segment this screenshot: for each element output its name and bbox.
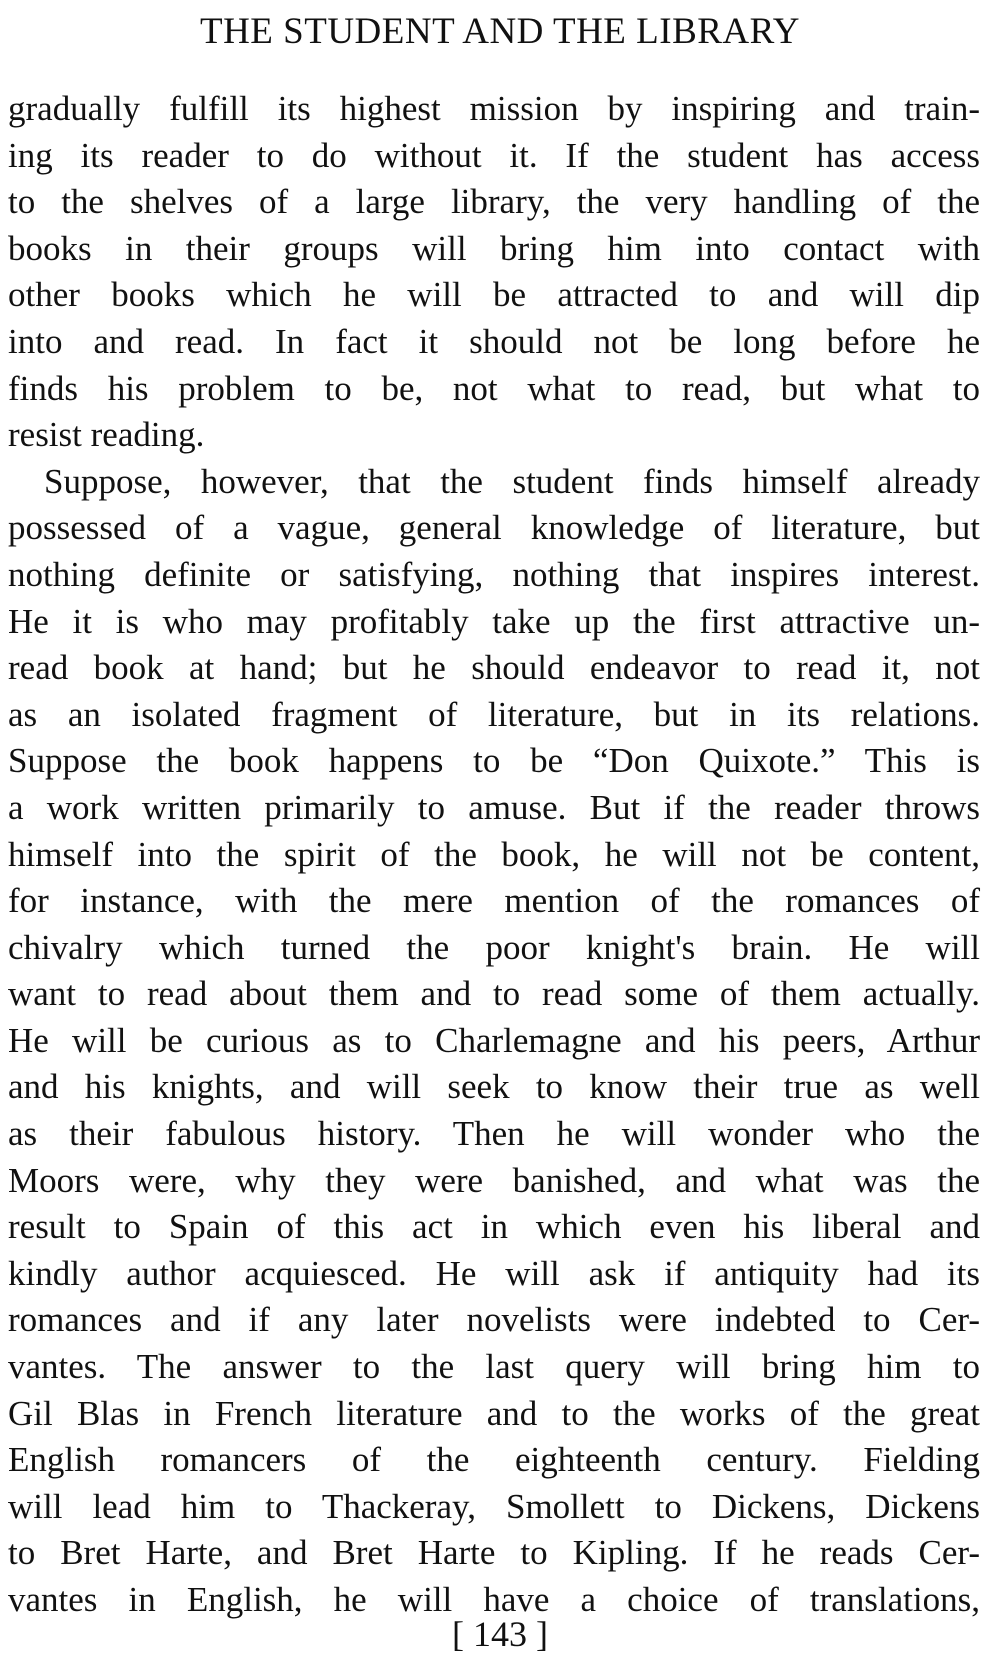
text-line: Gil Blas in French literature and to the works of the great bbox=[8, 1393, 980, 1433]
text-line: He it is who may profitably take up the first attractive un- bbox=[8, 601, 980, 641]
text-line: read book at hand; but he should endeavor to read it, not bbox=[8, 648, 980, 688]
text-line: resist reading. bbox=[8, 415, 205, 455]
text-line: into and read. In fact it should not be long before he bbox=[8, 321, 980, 361]
text-line: and his knights, and will seek to know their true as well bbox=[8, 1067, 980, 1107]
text-line: a work written primarily to amuse. But if the reader throws bbox=[8, 787, 980, 827]
text-line: gradually fulfill its highest mission by inspiring and train- bbox=[8, 89, 980, 128]
text-line: to the shelves of a large library, the very handling of the bbox=[8, 182, 980, 222]
text-line: himself into the spirit of the book, he will not be content, bbox=[8, 834, 980, 874]
text-line: finds his problem to be, not what to read, but what to bbox=[8, 368, 980, 408]
text-line: English romancers of the eighteenth century. Fielding bbox=[8, 1440, 980, 1480]
page-number: [ 143 ] bbox=[452, 1614, 548, 1654]
text-line: as an isolated fragment of literature, but in its relations. bbox=[8, 694, 980, 734]
text-line: for instance, with the mere mention of the romances of bbox=[8, 881, 980, 921]
running-head: THE STUDENT AND THE LIBRARY bbox=[199, 11, 801, 52]
text-line: Moors were, why they were banished, and what was the bbox=[8, 1160, 980, 1200]
text-line: to Bret Harte, and Bret Harte to Kipling. If he reads Cer- bbox=[8, 1533, 980, 1573]
text-line: possessed of a vague, general knowledge of literature, but bbox=[8, 508, 980, 548]
text-line: will lead him to Thackeray, Smollett to Dickens, Dickens bbox=[8, 1486, 980, 1526]
text-line: Suppose the book happens to be “Don Quixote.” This is bbox=[8, 741, 980, 781]
text-line: kindly author acquiesced. He will ask if antiquity had its bbox=[8, 1253, 980, 1293]
text-line: other books which he will be attracted to and will dip bbox=[8, 275, 980, 315]
text-line: romances and if any later novelists were indebted to Cer- bbox=[8, 1300, 980, 1340]
text-line: books in their groups will bring him into contact with bbox=[8, 228, 980, 268]
text-line: as their fabulous history. Then he will wonder who the bbox=[8, 1114, 980, 1154]
text-line: result to Spain of this act in which even his liberal and bbox=[8, 1207, 980, 1247]
text-line: Suppose, however, that the student finds himself already bbox=[44, 461, 980, 501]
body-text bbox=[8, 86, 980, 1624]
text-line: ing its reader to do without it. If the student has access bbox=[8, 135, 980, 175]
text-line: vantes. The answer to the last query will bring him to bbox=[8, 1347, 980, 1387]
text-line: nothing definite or satisfying, nothing that inspires interest. bbox=[8, 554, 980, 594]
text-line: want to read about them and to read some of them actually. bbox=[8, 974, 980, 1014]
text-line: He will be curious as to Charlemagne and his peers, Arthur bbox=[8, 1020, 980, 1060]
text-line: vantes in English, he will have a choice of translations, bbox=[8, 1580, 980, 1619]
text-line: chivalry which turned the poor knight's brain. He will bbox=[8, 927, 980, 967]
